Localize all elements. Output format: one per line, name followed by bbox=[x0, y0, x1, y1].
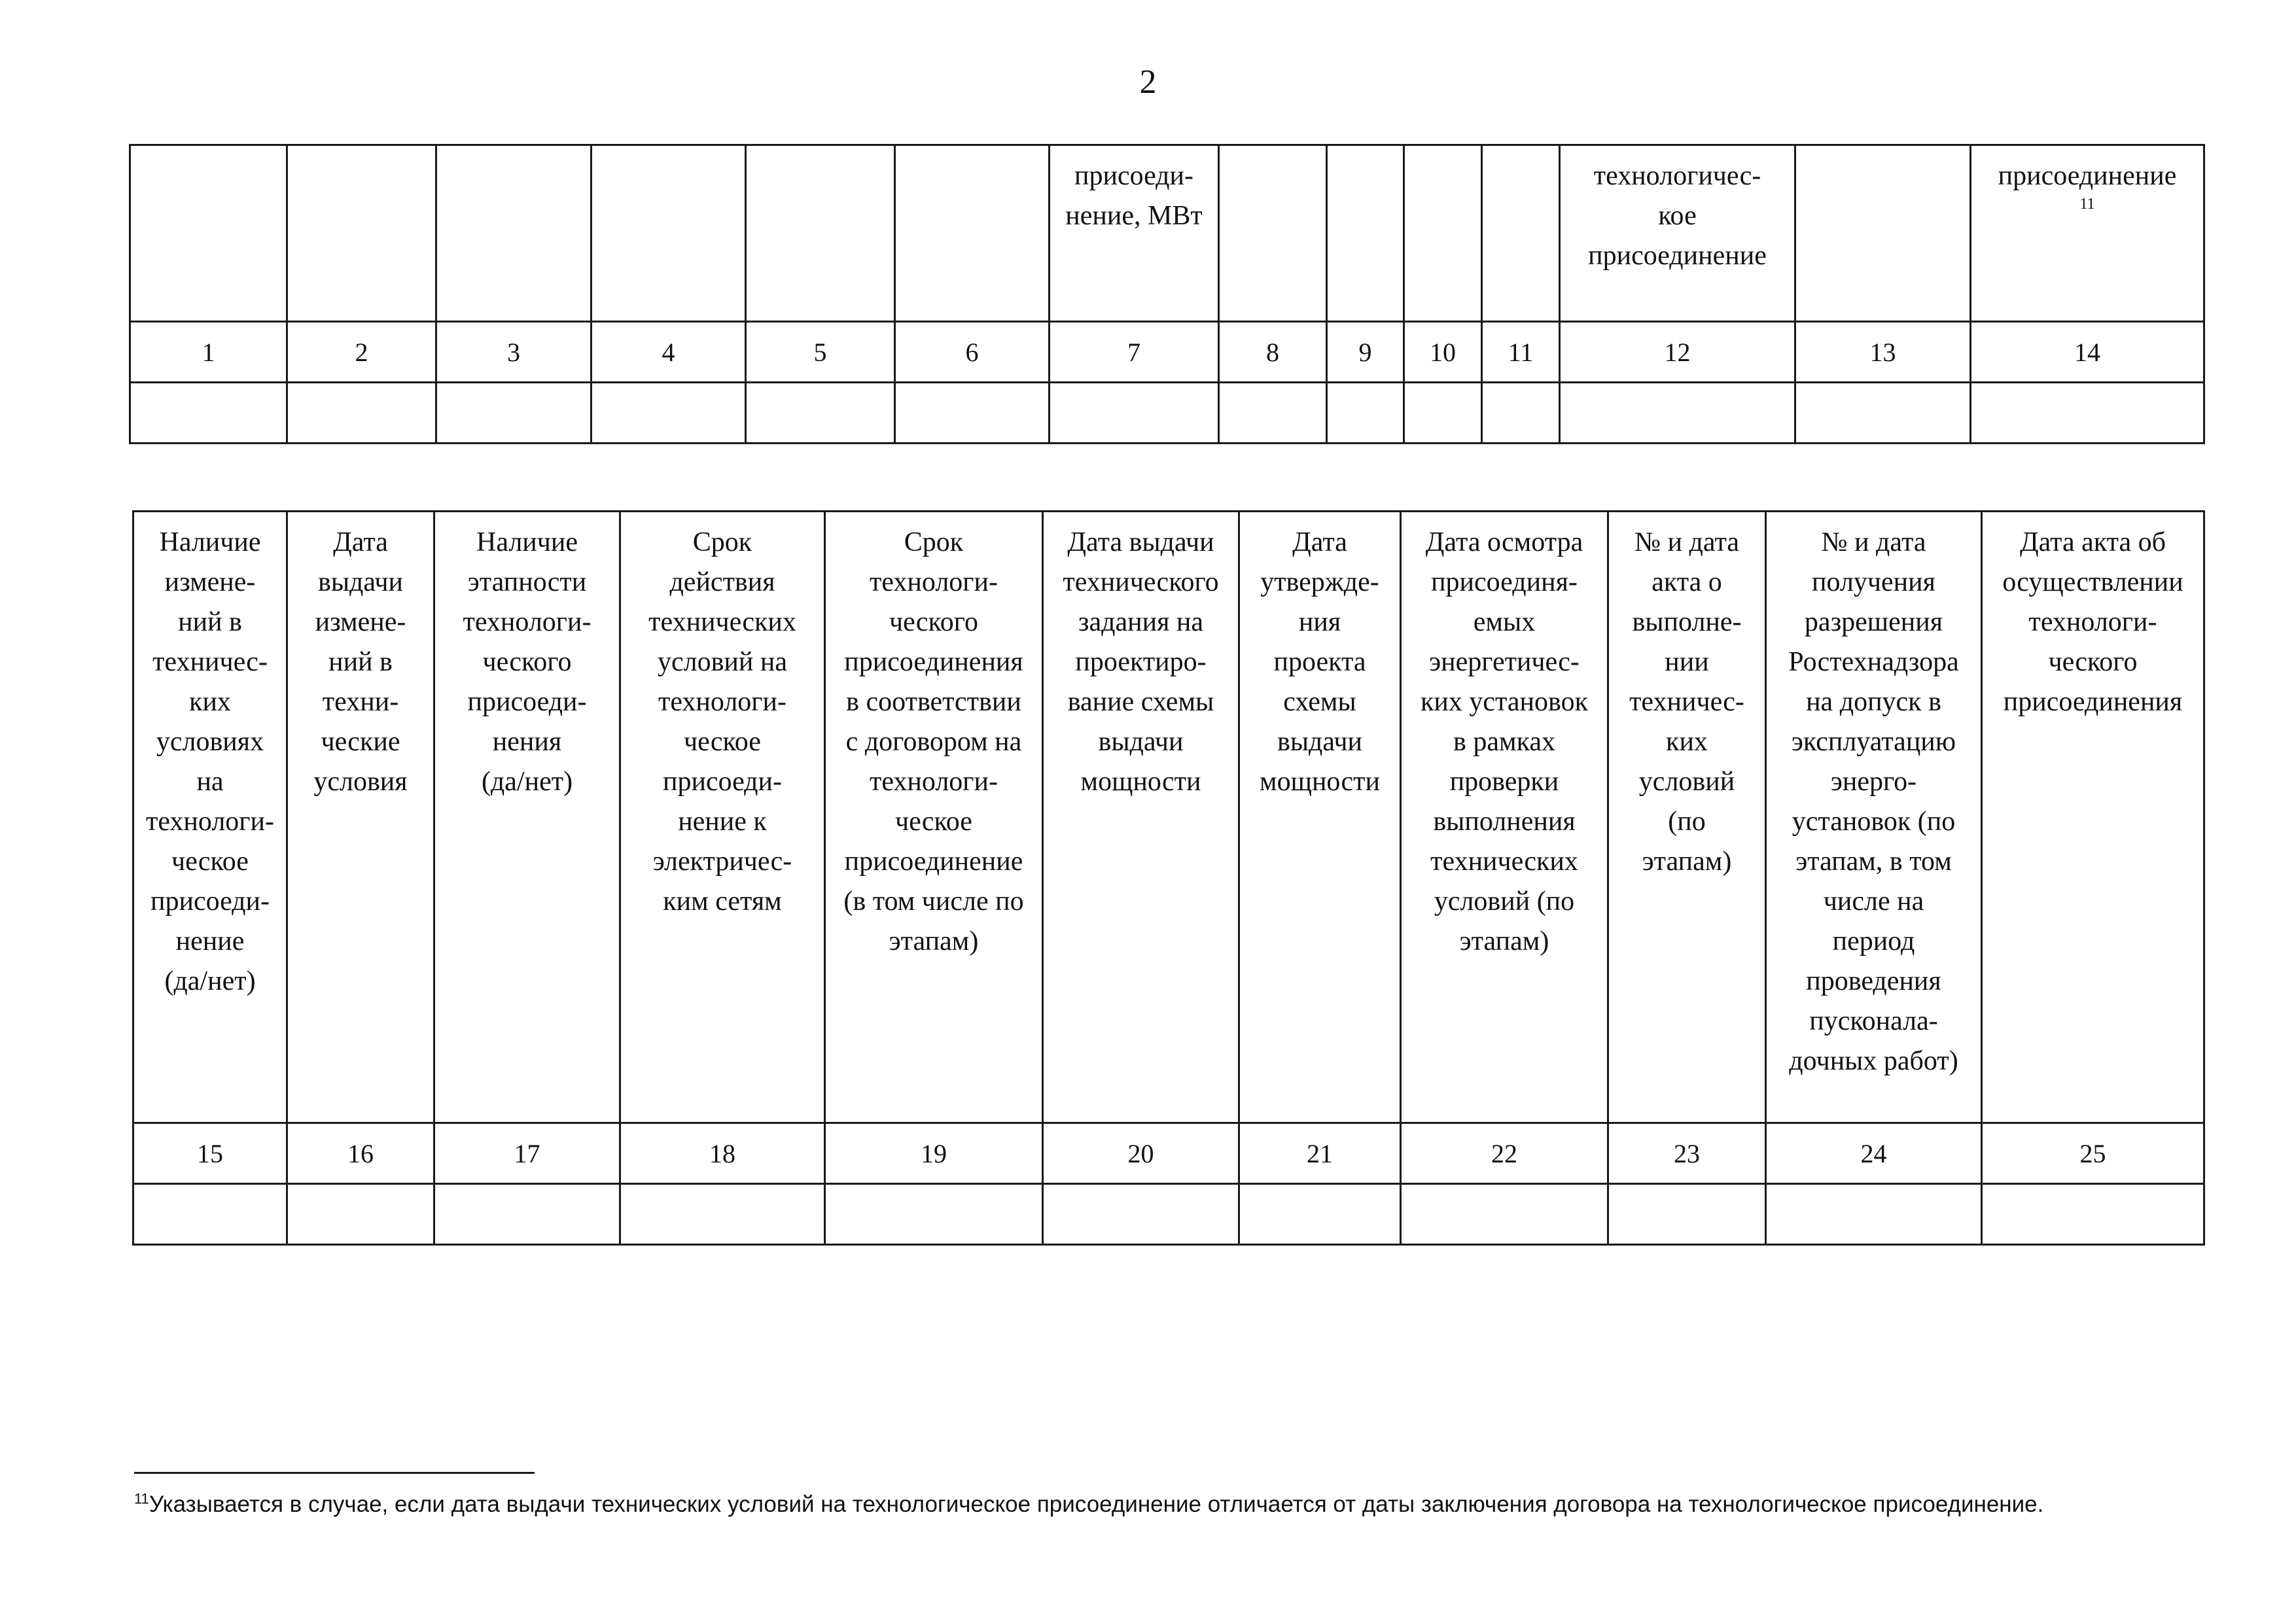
t2-col-number: 16 bbox=[287, 1123, 434, 1184]
t2-header-inspection-date: Дата осмотра присоединя- емых энергетичес- ких установок в рамках проверки выполнения технических условий (по этапам) bbox=[1401, 512, 1608, 1123]
table-continued-columns-1-14 bbox=[129, 144, 2205, 444]
t2-col-number: 20 bbox=[1043, 1123, 1239, 1184]
t1-col-number: 11 bbox=[1482, 322, 1560, 383]
table1-number-row bbox=[130, 322, 2204, 383]
t1-col-number: 6 bbox=[895, 322, 1050, 383]
table1-empty-row bbox=[130, 383, 2204, 444]
t1-header-cell-6 bbox=[895, 145, 1050, 322]
t1-col-number: 14 bbox=[1971, 322, 2204, 383]
t2-col-number: 15 bbox=[133, 1123, 287, 1184]
t2-col-number: 17 bbox=[434, 1123, 620, 1184]
t1-col-number: 13 bbox=[1795, 322, 1971, 383]
footnote-separator bbox=[134, 1472, 535, 1474]
t1-header-cell-8 bbox=[1219, 145, 1327, 322]
t1-header-cell-1 bbox=[130, 145, 287, 322]
t2-header-staged-connection: Наличие этапности технологи- ческого присоеди- нения (да/нет) bbox=[434, 512, 620, 1123]
footnote-number: 11 bbox=[134, 1490, 149, 1507]
t1-empty-cell bbox=[1327, 383, 1404, 444]
t1-col-number: 4 bbox=[592, 322, 746, 383]
t2-col-number: 21 bbox=[1239, 1123, 1401, 1184]
t1-header-cell-9 bbox=[1327, 145, 1404, 322]
t2-empty-cell bbox=[825, 1184, 1043, 1245]
t2-header-changes-issue-date: Дата выдачи измене- ний в техни- ческие условия bbox=[287, 512, 434, 1123]
t1-header-cell-13 bbox=[1795, 145, 1971, 322]
t1-empty-cell bbox=[130, 383, 287, 444]
t2-empty-cell bbox=[620, 1184, 825, 1245]
t2-empty-cell bbox=[1982, 1184, 2204, 1245]
t1-empty-cell bbox=[592, 383, 746, 444]
t2-header-project-approval-date: Дата утвержде- ния проекта схемы выдачи мощности bbox=[1239, 512, 1401, 1123]
t1-empty-cell bbox=[1050, 383, 1219, 444]
table-columns-15-25 bbox=[132, 510, 2205, 1246]
t1-header-cell-11 bbox=[1482, 145, 1560, 322]
t1-col-number: 12 bbox=[1560, 322, 1795, 383]
footnote bbox=[134, 1488, 2163, 1521]
t2-empty-cell bbox=[1239, 1184, 1401, 1245]
t1-header-cell-12: технологичес- кое присоединение bbox=[1560, 145, 1795, 322]
t2-empty-cell bbox=[434, 1184, 620, 1245]
t1-col-number: 8 bbox=[1219, 322, 1327, 383]
t1-empty-cell bbox=[1560, 383, 1795, 444]
t1-col-number: 9 bbox=[1327, 322, 1404, 383]
t2-empty-cell bbox=[287, 1184, 434, 1245]
t2-col-number: 22 bbox=[1401, 1123, 1608, 1184]
t2-col-number: 19 bbox=[825, 1123, 1043, 1184]
t1-header-cell-7: присоеди- нение, МВт bbox=[1050, 145, 1219, 322]
t2-header-connection-term: Срок технологи- ческого присоединения в соответствии с договором на технологи- ческое присоединение (в том числе по этапам) bbox=[825, 512, 1043, 1123]
t1-header-cell-14-text: присоединение bbox=[1998, 161, 2177, 191]
t1-empty-cell bbox=[1795, 383, 1971, 444]
table2-header-row bbox=[133, 512, 2204, 1123]
page-number: 2 bbox=[1139, 63, 1157, 101]
t1-col-number: 5 bbox=[746, 322, 895, 383]
t2-header-design-task-date: Дата выдачи технического задания на проектиро- вание схемы выдачи мощности bbox=[1043, 512, 1239, 1123]
table1-header-row bbox=[130, 145, 2204, 322]
t2-header-rostekhnadzor-permit: № и дата получения разрешения Ростехнадзора на допуск в эксплуатацию энерго- установок (по этапам, в том числе на период проведения пусконала- дочных работ) bbox=[1766, 512, 1982, 1123]
t2-col-number: 18 bbox=[620, 1123, 825, 1184]
t2-empty-cell bbox=[1043, 1184, 1239, 1245]
t1-col-number: 7 bbox=[1050, 322, 1219, 383]
t2-header-tech-conditions-validity: Срок действия технических условий на технологи- ческое присоеди- нение к электричес- ким сетям bbox=[620, 512, 825, 1123]
t1-header-cell-4 bbox=[592, 145, 746, 322]
t1-col-number: 10 bbox=[1404, 322, 1482, 383]
t1-header-cell-14 bbox=[1971, 145, 2204, 322]
t2-col-number: 24 bbox=[1766, 1123, 1982, 1184]
t2-empty-cell bbox=[133, 1184, 287, 1245]
t1-empty-cell bbox=[895, 383, 1050, 444]
t2-header-completion-act: № и дата акта о выполне- нии техничес- ких условий (по этапам) bbox=[1608, 512, 1766, 1123]
t1-col-number: 1 bbox=[130, 322, 287, 383]
footnote-mark: 11 bbox=[2079, 196, 2095, 213]
t1-header-cell-3 bbox=[436, 145, 592, 322]
t1-empty-cell bbox=[287, 383, 436, 444]
t1-empty-cell bbox=[746, 383, 895, 444]
t2-empty-cell bbox=[1401, 1184, 1608, 1245]
t2-empty-cell bbox=[1608, 1184, 1766, 1245]
t2-header-changes-in-tech-conditions: Наличие измене- ний в техничес- ких условиях на технологи- ческое присоеди- нение (да/нет) bbox=[133, 512, 287, 1123]
t1-empty-cell bbox=[1404, 383, 1482, 444]
t2-col-number: 25 bbox=[1982, 1123, 2204, 1184]
table2-empty-row bbox=[133, 1184, 2204, 1245]
t1-empty-cell bbox=[436, 383, 592, 444]
t2-col-number: 23 bbox=[1608, 1123, 1766, 1184]
t2-header-connection-act-date: Дата акта об осуществлении технологи- ческого присоединения bbox=[1982, 512, 2204, 1123]
t2-empty-cell bbox=[1766, 1184, 1982, 1245]
t1-header-cell-2 bbox=[287, 145, 436, 322]
t1-col-number: 3 bbox=[436, 322, 592, 383]
t1-empty-cell bbox=[1971, 383, 2204, 444]
t1-header-cell-5 bbox=[746, 145, 895, 322]
table2-number-row bbox=[133, 1123, 2204, 1184]
footnote-text: Указывается в случае, если дата выдачи технических условий на технологическое присоединение отличается от даты заключения договора на технологическое присоединение. bbox=[149, 1492, 2044, 1517]
t1-empty-cell bbox=[1482, 383, 1560, 444]
t1-col-number: 2 bbox=[287, 322, 436, 383]
t1-header-cell-10 bbox=[1404, 145, 1482, 322]
t1-empty-cell bbox=[1219, 383, 1327, 444]
